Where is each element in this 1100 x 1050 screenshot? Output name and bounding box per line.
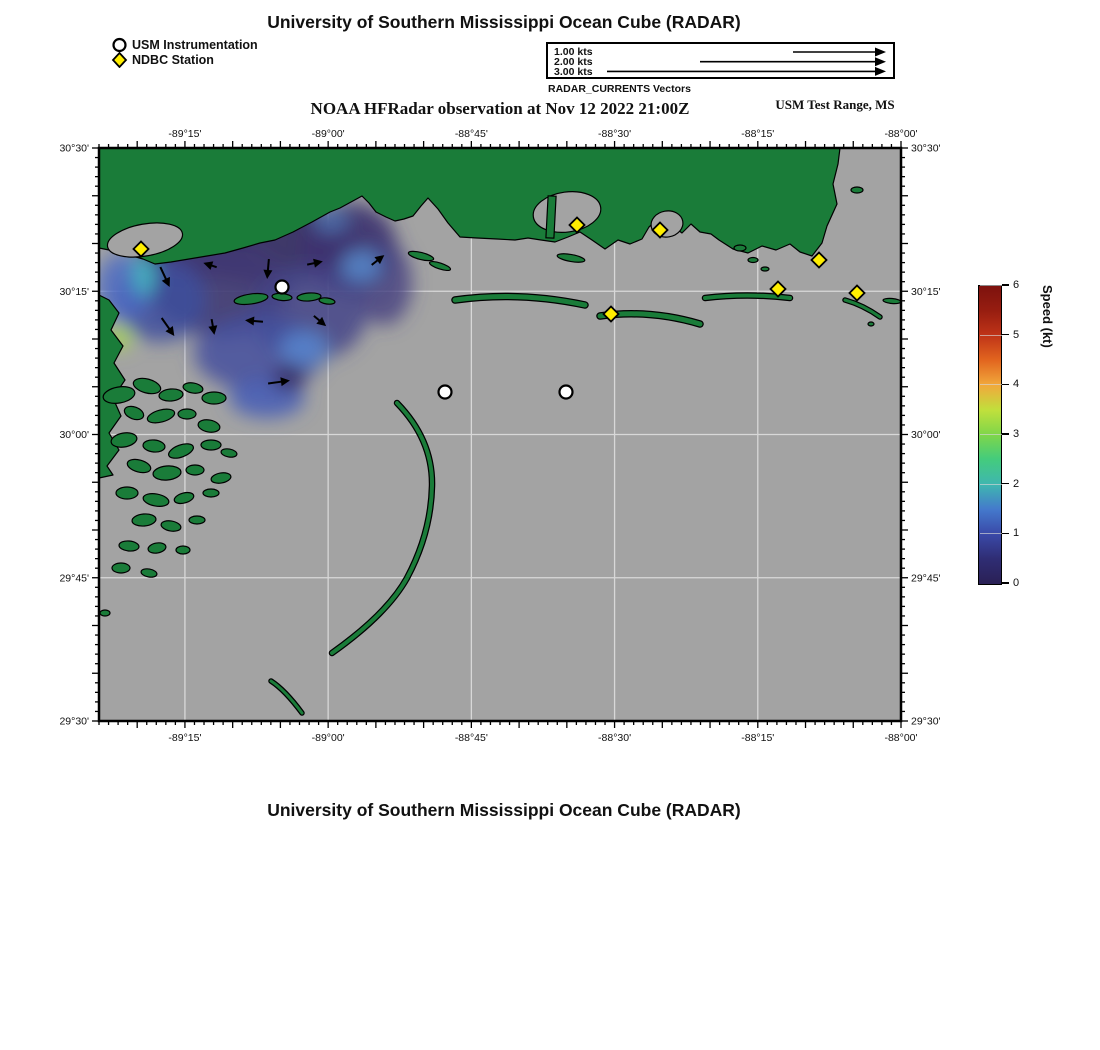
lon-tick-label: -88°45' — [454, 128, 488, 140]
colorbar-gridline — [980, 533, 1002, 534]
lat-tick-label: 30°15' — [911, 285, 941, 298]
figure-title-top: University of Southern Mississippi Ocean Cube (RADAR) — [267, 12, 741, 32]
biloxi-peninsula — [546, 196, 556, 238]
colorbar-tick-label: 1 — [1013, 527, 1020, 540]
lat-tick-label: 29°45' — [59, 572, 89, 585]
lat-tick-label: 29°45' — [911, 572, 941, 585]
lat-tick-label: 30°30' — [911, 142, 941, 155]
lon-tick-label: -89°15' — [168, 128, 202, 140]
colorbar-tick — [1002, 384, 1009, 386]
lat-tick-label: 29°30' — [59, 715, 89, 728]
lat-tick-label: 30°00' — [911, 429, 941, 441]
colorbar-gridline — [980, 434, 1002, 435]
lat-tick-label: 29°30' — [911, 715, 941, 728]
vector-scale-box — [546, 42, 895, 79]
legend-label-usm: USM Instrumentation — [132, 37, 258, 52]
colorbar-tick-label: 5 — [1013, 328, 1020, 341]
colorbar-tick — [1002, 582, 1009, 584]
speed-colorbar — [978, 285, 1002, 585]
colorbar-tick-label: 6 — [1013, 279, 1020, 291]
radar-map — [54, 110, 966, 770]
lon-tick-label: -88°00' — [884, 732, 918, 744]
colorbar-tick-label: 3 — [1013, 428, 1020, 440]
usm-instrumentation-icon — [111, 37, 128, 53]
lon-tick-label: -89°00' — [311, 732, 345, 744]
lon-tick-label: -89°15' — [168, 732, 202, 744]
lon-tick-label: -88°00' — [884, 128, 918, 140]
lon-tick-label: -88°45' — [454, 732, 488, 744]
colorbar-gridline — [980, 384, 1002, 385]
lon-tick-label: -88°30' — [598, 128, 632, 140]
colorbar-tick — [1002, 533, 1009, 535]
colorbar-tick — [1002, 334, 1009, 336]
lon-tick-label: -88°15' — [741, 732, 775, 744]
colorbar-gridline — [980, 484, 1002, 485]
vector-scale-arrows — [548, 44, 893, 77]
lat-tick-label: 30°00' — [59, 429, 89, 441]
lat-tick-label: 30°30' — [59, 142, 89, 155]
vector-scale-2kt-label: 2.00 kts — [554, 56, 593, 68]
colorbar-tick-label: 0 — [1013, 577, 1020, 589]
colorbar-title: Speed (kt) — [1040, 285, 1055, 348]
vector-scale-1kt-label: 1.00 kts — [554, 46, 593, 58]
ndbc-station-icon — [111, 52, 128, 68]
usm-station-marker — [560, 386, 573, 399]
figure-title-bottom: University of Southern Mississippi Ocean Cube (RADAR) — [267, 800, 741, 820]
usm-station-marker — [439, 386, 452, 399]
legend-item-ndbc — [111, 52, 214, 67]
lon-tick-label: -88°30' — [598, 732, 632, 744]
legend-label-ndbc: NDBC Station — [132, 52, 214, 67]
legend-item-usm — [111, 37, 258, 52]
lon-tick-label: -88°15' — [741, 128, 775, 140]
lat-tick-label: 30°15' — [59, 285, 89, 298]
colorbar-tick — [1002, 483, 1009, 485]
vector-scale-3kt-label: 3.00 kts — [554, 66, 593, 78]
colorbar-tick-label: 4 — [1013, 378, 1020, 391]
usm-station-marker — [276, 281, 289, 294]
map-layers — [96, 148, 901, 721]
colorbar-gridline — [980, 335, 1002, 336]
colorbar-gridline — [980, 285, 1002, 286]
lon-tick-label: -89°00' — [311, 128, 345, 140]
vector-scale-title: RADAR_CURRENTS Vectors — [548, 83, 691, 95]
test-range-label: USM Test Range, MS — [775, 97, 895, 112]
colorbar-tick — [1002, 433, 1009, 435]
figure-subtitle: NOAA HFRadar observation at Nov 12 2022 21:00Z — [310, 99, 690, 118]
colorbar-tick — [1002, 284, 1009, 286]
colorbar-tick-label: 2 — [1013, 477, 1020, 490]
